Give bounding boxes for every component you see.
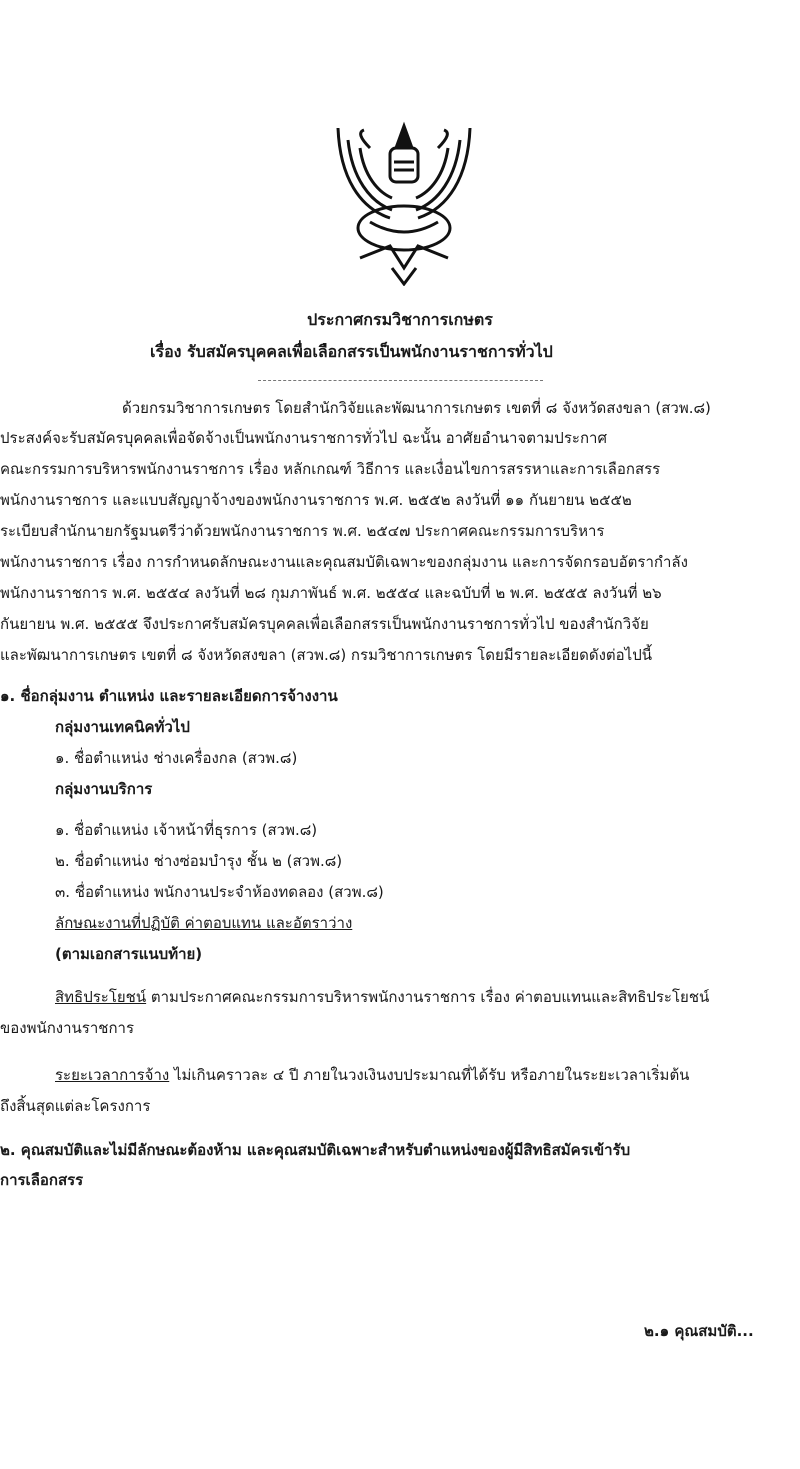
- term-label: ระยะเวลาการจ้าง: [55, 1066, 170, 1084]
- term-line: [55, 1065, 689, 1085]
- term-cont: ถึงสิ้นสุดแต่ละโครงการ: [0, 1097, 151, 1115]
- intro-line: ประสงค์จะรับสมัครบุคคลเพื่อจัดจ้างเป็นพนักงานราชการทั่วไป ฉะนั้น อาศัยอำนาจตามประกาศ: [0, 429, 607, 447]
- section2-heading-cont: การเลือกสรร: [0, 1171, 84, 1189]
- benefits-text: ตามประกาศคณะกรรมการบริหารพนักงานราชการ เรื่อง ค่าตอบแทนและสิทธิประโยชน์: [146, 988, 710, 1006]
- intro-line: พนักงานราชการ พ.ศ. ๒๕๕๔ ลงวันที่ ๒๘ กุมภาพันธ์ พ.ศ. ๒๕๕๔ และฉบับที่ ๒ พ.ศ. ๒๕๕๕ ลงวันที่ ๒๖: [0, 584, 662, 602]
- group-name: กลุ่มงานเทคนิคทั่วไป: [55, 718, 190, 736]
- duties-note: (ตามเอกสารแนบท้าย): [55, 945, 203, 963]
- intro-line: ระเบียบสำนักนายกรัฐมนตรีว่าด้วยพนักงานราชการ พ.ศ. ๒๕๔๗ ประกาศคณะกรรมการบริหาร: [0, 522, 605, 540]
- benefits-cont: ของพนักงานราชการ: [0, 1019, 135, 1037]
- section1-heading: ๑. ชื่อกลุ่มงาน ตำแหน่ง และรายละเอียดการจ้างงาน: [0, 687, 338, 705]
- subject-line: เรื่อง รับสมัครบุคคลเพื่อเลือกสรรเป็นพนักงานราชการทั่วไป: [150, 342, 553, 361]
- position-item: ๓. ชื่อตำแหน่ง พนักงานประจำห้องทดลอง (สวพ.๘): [55, 883, 384, 901]
- intro-line: กันยายน พ.ศ. ๒๕๕๕ จึงประกาศรับสมัครบุคคลเพื่อเลือกสรรเป็นพนักงานราชการทั่วไป ของสำนักวิจัย: [0, 615, 649, 633]
- benefits-label: สิทธิประโยชน์: [55, 988, 147, 1006]
- continuation-marker: ๒.๑ คุณสมบัติ...: [644, 1322, 754, 1340]
- position-item: ๑. ชื่อตำแหน่ง ช่างเครื่องกล (สวพ.๘): [55, 749, 298, 767]
- intro-line: คณะกรรมการบริหารพนักงานราชการ เรื่อง หลักเกณฑ์ วิธีการ และเงื่อนไขการสรรหาและการเลือกสรร: [0, 460, 661, 478]
- position-item: ๑. ชื่อตำแหน่ง เจ้าหน้าที่ธุรการ (สวพ.๘): [55, 821, 318, 839]
- page-title: ประกาศกรมวิชาการเกษตร: [307, 310, 493, 329]
- garuda-emblem-icon: [330, 118, 478, 286]
- benefits-line: [55, 987, 709, 1007]
- intro-line: และพัฒนาการเกษตร เขตที่ ๘ จังหวัดสงขลา (สวพ.๘) กรมวิชาการเกษตร โดยมีรายละเอียดดังต่อไปนี้: [0, 646, 653, 664]
- position-item: ๒. ชื่อตำแหน่ง ช่างซ่อมบำรุง ชั้น ๒ (สวพ.๘): [55, 852, 343, 870]
- section2-heading: ๒. คุณสมบัติและไม่มีลักษณะต้องห้าม และคุณสมบัติเฉพาะสำหรับตำแหน่งของผู้มีสิทธิสมัครเข้ารับ: [0, 1141, 631, 1159]
- intro-line: พนักงานราชการ เรื่อง การกำหนดลักษณะงานและคุณสมบัติเฉพาะของกลุ่มงาน และการจัดกรอบอัตรากำลัง: [0, 553, 688, 571]
- group-name: กลุ่มงานบริการ: [55, 780, 153, 798]
- divider: [258, 380, 543, 381]
- duties-label: ลักษณะงานที่ปฏิบัติ ค่าตอบแทน และอัตราว่าง: [55, 914, 353, 932]
- term-text: ไม่เกินคราวละ ๔ ปี ภายในวงเงินงบประมาณที่ได้รับ หรือภายในระยะเวลาเริ่มต้น: [169, 1066, 690, 1084]
- intro-line: พนักงานราชการ และแบบสัญญาจ้างของพนักงานราชการ พ.ศ. ๒๕๕๒ ลงวันที่ ๑๑ กันยายน ๒๕๕๒: [0, 491, 632, 509]
- intro-line: ด้วยกรมวิชาการเกษตร โดยสำนักวิจัยและพัฒนาการเกษตร เขตที่ ๘ จังหวัดสงขลา (สวพ.๘): [122, 399, 711, 417]
